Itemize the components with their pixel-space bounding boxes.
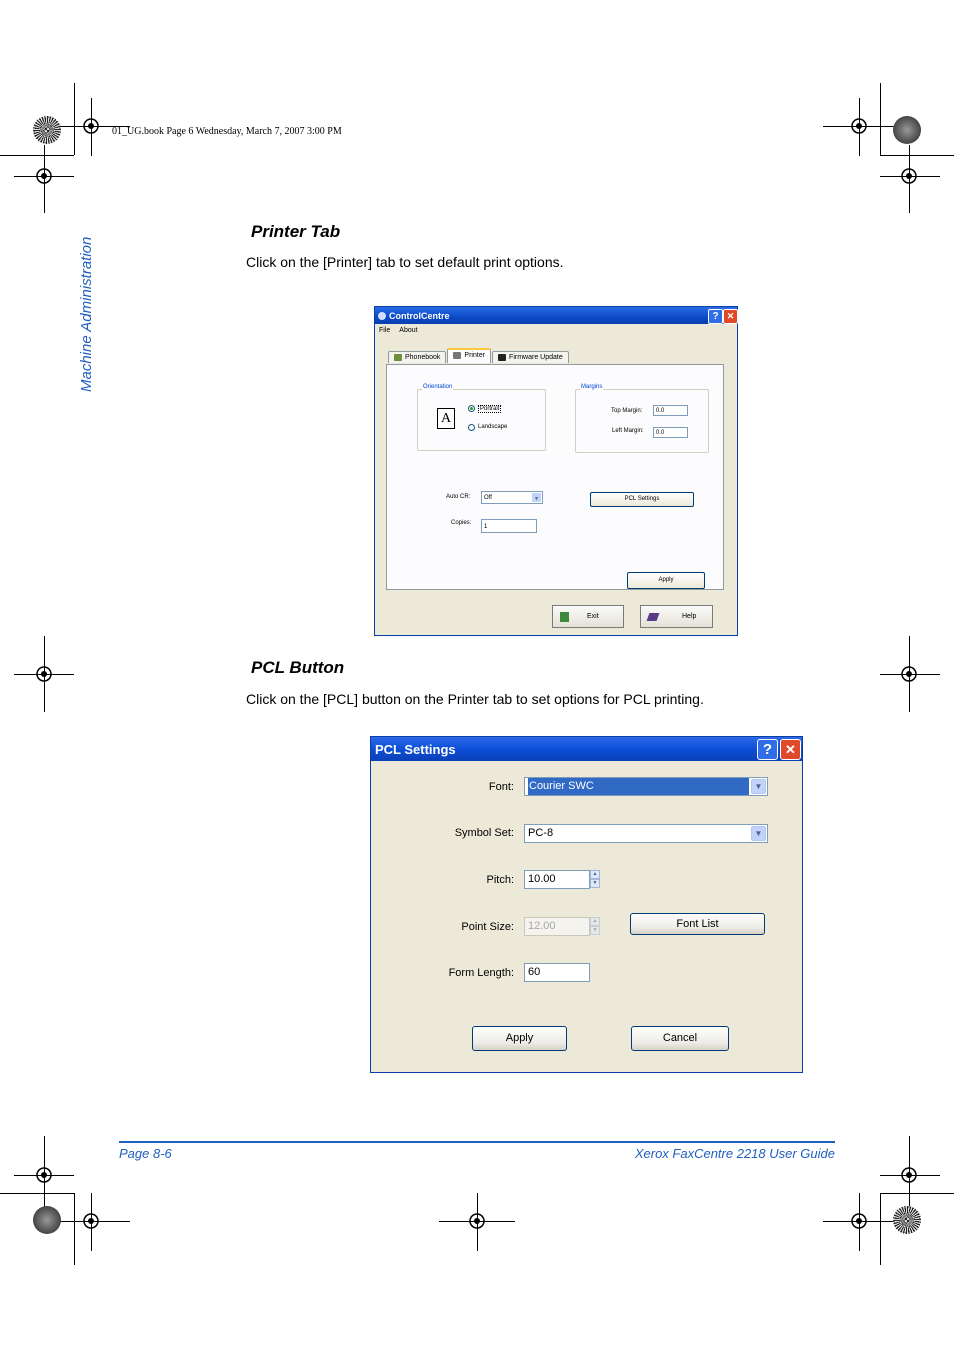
symbol-set-value: PC-8 xyxy=(528,827,554,839)
pcl-window-title: PCL Settings xyxy=(375,741,456,757)
copies-label: Copies: xyxy=(451,520,472,526)
left-margin-input[interactable]: 0.0 xyxy=(653,427,688,438)
font-value: Courier SWC xyxy=(528,778,749,795)
form-length-input[interactable]: 60 xyxy=(524,963,590,982)
pcl-settings-window xyxy=(370,736,803,1073)
pcl-close-title-button[interactable]: ✕ xyxy=(780,739,801,760)
tab-firmware-update[interactable] xyxy=(492,351,569,363)
registration-target-icon xyxy=(848,1210,870,1232)
orientation-legend: Orientation xyxy=(423,384,453,390)
tab-phonebook[interactable] xyxy=(388,351,446,363)
portrait-radio[interactable] xyxy=(468,405,475,412)
printer-tab-heading: Printer Tab xyxy=(251,222,341,241)
left-margin-label: Left Margin: xyxy=(612,428,644,434)
registration-target-icon xyxy=(80,1210,102,1232)
registration-target-icon xyxy=(33,165,55,187)
font-list-button[interactable]: Font List xyxy=(630,913,765,935)
pcl-cancel-button[interactable]: Cancel xyxy=(631,1026,729,1051)
chevron-down-icon: ▼ xyxy=(751,826,766,841)
help-button[interactable] xyxy=(640,605,713,628)
margins-legend: Margins xyxy=(581,384,603,390)
font-label: Font: xyxy=(488,781,514,793)
apply-button[interactable]: Apply xyxy=(627,572,705,589)
pcl-settings-titlebar xyxy=(371,737,802,761)
printer-icon xyxy=(453,352,461,359)
exit-button[interactable] xyxy=(552,605,624,628)
copies-input[interactable]: 1 xyxy=(481,519,537,533)
form-length-label: Form Length: xyxy=(448,967,514,979)
help-book-icon xyxy=(647,613,660,621)
point-size-label: Point Size: xyxy=(461,921,514,933)
symbol-set-label: Symbol Set: xyxy=(454,827,514,839)
tab-firmware-label: Firmware Update xyxy=(509,354,563,361)
auto-cr-label: Auto CR: xyxy=(446,494,471,500)
point-size-stepper xyxy=(590,917,600,936)
spin-up-icon: ▲ xyxy=(590,917,600,926)
printer-tab-body: Click on the [Printer] tab to set default print options. xyxy=(246,254,564,270)
help-label: Help xyxy=(682,613,697,620)
pcl-help-title-button[interactable]: ? xyxy=(757,739,778,760)
auto-cr-select[interactable] xyxy=(481,491,543,504)
exit-icon xyxy=(560,612,569,622)
book-info: 01_UG.book Page 6 Wednesday, March 7, 2007 3:00 PM xyxy=(112,126,342,137)
menu-file[interactable]: File xyxy=(379,326,391,334)
pcl-apply-button[interactable]: Apply xyxy=(472,1026,567,1051)
phonebook-icon xyxy=(394,354,402,361)
registration-target-icon xyxy=(33,1164,55,1186)
point-size-input: 12.00 xyxy=(524,917,590,936)
footer-page: Page 8-6 xyxy=(119,1146,172,1161)
color-rosette-icon xyxy=(893,1206,921,1234)
registration-target-icon xyxy=(898,1164,920,1186)
pitch-label: Pitch: xyxy=(486,874,514,886)
tab-printer[interactable] xyxy=(447,348,491,363)
spin-down-icon: ▼ xyxy=(590,926,600,935)
tab-strip xyxy=(388,348,570,363)
orientation-group xyxy=(417,384,546,451)
footer-guide: Xerox FaxCentre 2218 User Guide xyxy=(634,1146,835,1161)
controlcentre-titlebar xyxy=(375,307,737,324)
close-title-button[interactable]: ✕ xyxy=(723,309,738,324)
pcl-button-body: Click on the [PCL] button on the Printer tab to set options for PCL printing. xyxy=(246,691,704,707)
font-select[interactable] xyxy=(524,777,768,796)
landscape-label: Landscape xyxy=(478,424,508,430)
menu-about[interactable]: About xyxy=(399,326,418,334)
color-rosette-icon xyxy=(33,1206,61,1234)
footer-rule xyxy=(119,1141,835,1143)
top-margin-label: Top Margin: xyxy=(611,408,643,414)
pcl-button-heading: PCL Button xyxy=(251,658,345,677)
registration-target-icon xyxy=(80,115,102,137)
spin-down-icon: ▼ xyxy=(590,879,600,888)
firmware-icon xyxy=(498,354,506,361)
printer-tab-panel xyxy=(386,364,724,590)
chevron-down-icon: ▼ xyxy=(532,493,541,502)
orientation-preview xyxy=(437,408,455,429)
tab-printer-label: Printer xyxy=(464,352,486,359)
registration-target-icon xyxy=(898,165,920,187)
pitch-input[interactable]: 10.00 xyxy=(524,870,590,889)
app-icon xyxy=(378,312,386,320)
auto-cr-value: Off xyxy=(484,495,492,501)
window-title: ControlCentre xyxy=(389,310,450,321)
menu-bar xyxy=(375,324,737,336)
registration-target-icon xyxy=(466,1210,488,1232)
help-title-button[interactable]: ? xyxy=(708,309,723,324)
margins-group xyxy=(575,384,709,453)
controlcentre-window xyxy=(374,306,738,636)
tab-phonebook-label: Phonebook xyxy=(405,354,441,361)
registration-target-icon xyxy=(898,663,920,685)
landscape-radio[interactable] xyxy=(468,424,475,431)
pcl-settings-button[interactable]: PCL Settings xyxy=(590,492,694,507)
spin-up-icon: ▲ xyxy=(590,870,600,879)
side-title: Machine Administration xyxy=(78,236,95,392)
registration-target-icon xyxy=(848,115,870,137)
symbol-set-select[interactable] xyxy=(524,824,768,843)
chevron-down-icon: ▼ xyxy=(751,779,766,794)
color-rosette-icon xyxy=(893,116,921,144)
pitch-stepper[interactable] xyxy=(590,870,600,889)
registration-target-icon xyxy=(33,663,55,685)
orientation-preview-letter: A xyxy=(440,411,452,426)
exit-label: Exit xyxy=(587,613,599,620)
portrait-label: Portrait xyxy=(480,406,500,412)
top-margin-input[interactable]: 0.0 xyxy=(653,405,688,416)
color-rosette-icon xyxy=(33,116,61,144)
